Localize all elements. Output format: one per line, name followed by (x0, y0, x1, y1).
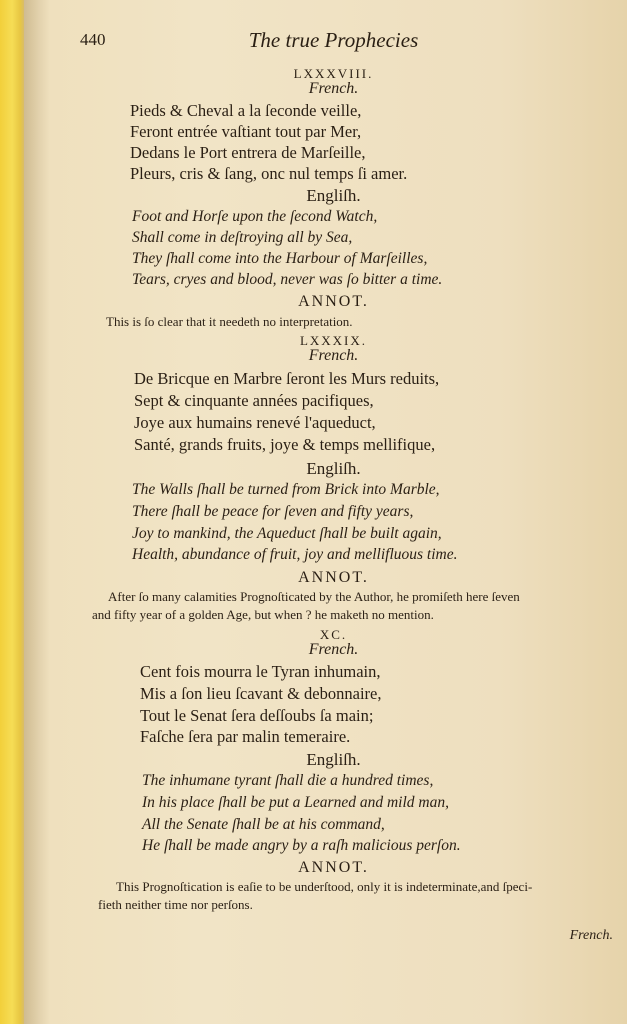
french-verse-line: Dedans le Port entrera de Marſeille, (130, 143, 366, 162)
annotation-heading: ANNOT. (298, 293, 369, 310)
french-heading: French. (308, 80, 359, 97)
english-verse-line: Health, abundance of fruit, joy and mellifluous time. (132, 546, 458, 563)
page-number: 440 (80, 30, 106, 49)
annotation-heading: ANNOT. (298, 569, 369, 586)
french-verse-line: Santé, grands fruits, joye & temps mellifique, (134, 435, 436, 454)
quatrain-numeral: LXXXVIII. (293, 66, 374, 81)
english-verse-line: Tears, cryes and blood, never was ſo bitter a time. (132, 271, 443, 288)
running-head: The true Prophecies (248, 28, 419, 52)
english-verse-line: The inhumane tyrant ſhall die a hundred times, (142, 772, 434, 789)
annotation-text: This is ſo clear that it needeth no interpretation. (106, 314, 353, 329)
quatrain-numeral: LXXXIX. (299, 333, 368, 348)
english-verse-line: Shall come in deſtroying all by Sea, (132, 229, 353, 246)
french-verse-line: Mis a ſon lieu ſcavant & debonnaire, (140, 684, 382, 703)
annotation-text: fieth neither time nor perſons. (98, 897, 253, 912)
french-verse-line: De Bricque en Marbre ſeront les Murs reduits, (134, 369, 440, 388)
english-verse-line: The Walls ſhall be turned from Brick into Marble, (132, 481, 440, 498)
french-verse-line: Sept & cinquante années pacifiques, (134, 391, 374, 410)
english-heading: Engliſh. (306, 459, 361, 478)
english-verse-line: They ſhall come into the Harbour of Marſeilles, (132, 250, 428, 267)
french-verse-line: Tout le Senat ſera deſſoubs ſa main; (140, 706, 374, 725)
english-verse-line: Foot and Horſe upon the ſecond Watch, (132, 208, 378, 225)
english-heading: Engliſh. (306, 750, 361, 769)
french-heading: French. (308, 347, 359, 364)
french-verse-line: Faſche ſera par malin temeraire. (140, 727, 351, 746)
french-verse-line: Pleurs, cris & ſang, onc nul temps ſi amer. (130, 164, 408, 183)
english-verse-line: There ſhall be peace for ſeven and fifty years, (132, 503, 414, 520)
french-verse-line: Cent fois mourra le Tyran inhumain, (140, 662, 381, 681)
catchword: French. (569, 928, 613, 943)
quatrain-numeral: XC. (319, 627, 348, 642)
annotation-heading: ANNOT. (298, 859, 369, 876)
annotation-text: This Prognoſtication is eaſie to be underſtood, only it is indeterminate,and ſpeci- (116, 879, 533, 894)
english-verse-line: In his place ſhall be put a Learned and mild man, (142, 794, 449, 811)
french-verse-line: Joye aux humains renevé l'aqueduct, (134, 413, 376, 432)
french-verse-line: Feront entrée vaſtiant tout par Mer, (130, 122, 362, 141)
annotation-text: After ſo many calamities Prognoſticated by the Author, he promiſeth here ſeven (108, 589, 520, 604)
french-verse-line: Pieds & Cheval a la ſeconde veille, (130, 101, 362, 120)
english-verse-line: He ſhall be made angry by a raſh malicious perſon. (142, 837, 461, 854)
english-heading: Engliſh. (306, 186, 361, 205)
annotation-text: and fifty year of a golden Age, but when ? he maketh no mention. (92, 607, 434, 622)
english-verse-line: All the Senate ſhall be at his command, (142, 816, 385, 833)
english-verse-line: Joy to mankind, the Aqueduct ſhall be built again, (132, 525, 442, 542)
french-heading: French. (308, 641, 359, 658)
